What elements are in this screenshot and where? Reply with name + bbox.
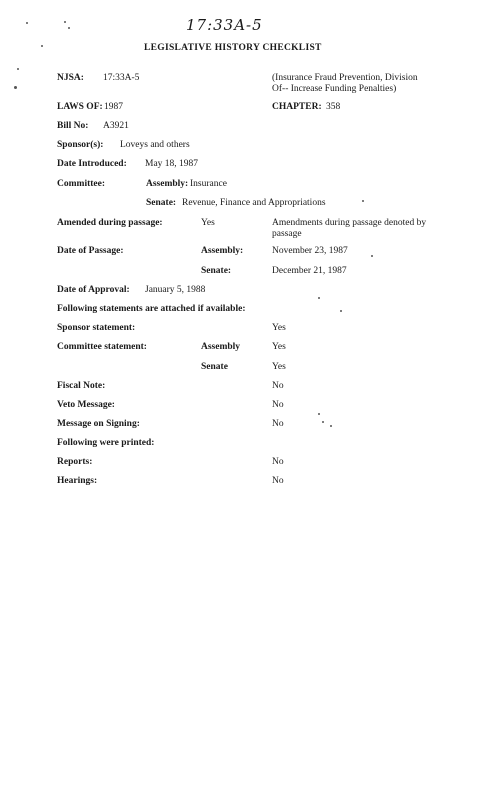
- veto-message-value: No: [272, 400, 284, 410]
- sponsor-statement-value: Yes: [272, 323, 286, 333]
- attached-heading: Following statements are attached if available:: [57, 304, 246, 314]
- message-on-signing-value: No: [272, 419, 284, 429]
- njsa-label: NJSA:: [57, 73, 84, 83]
- committee-statement-label: Committee statement:: [57, 342, 147, 352]
- bill-no-label: Bill No:: [57, 121, 89, 131]
- chapter-label: CHAPTER:: [272, 102, 322, 112]
- reports-value: No: [272, 457, 284, 467]
- date-introduced-label: Date Introduced:: [57, 159, 127, 169]
- njsa-value: 17:33A-5: [103, 73, 140, 83]
- fiscal-note-label: Fiscal Note:: [57, 381, 106, 391]
- bill-no-value: A3921: [103, 121, 129, 131]
- passage-senate-value: December 21, 1987: [272, 266, 347, 276]
- date-of-approval-label: Date of Approval:: [57, 285, 130, 295]
- date-of-passage-label: Date of Passage:: [57, 246, 124, 256]
- chapter-value: 358: [326, 102, 341, 112]
- committee-assembly-value: Insurance: [190, 179, 227, 189]
- passage-assembly-value: November 23, 1987: [272, 246, 348, 256]
- committee-statement-assembly-value: Yes: [272, 342, 286, 352]
- committee-statement-senate-value: Yes: [272, 362, 286, 372]
- hearings-value: No: [272, 476, 284, 486]
- njsa-description: (Insurance Fraud Prevention, Division Of-- Increase Funding Penalties): [272, 73, 418, 94]
- date-of-approval-value: January 5, 1988: [145, 285, 206, 295]
- passage-senate-label: Senate:: [201, 266, 232, 276]
- laws-of-value: 1987: [104, 102, 123, 112]
- committee-statement-assembly-label: Assembly: [201, 342, 241, 352]
- veto-message-label: Veto Message:: [57, 400, 115, 410]
- date-introduced-value: May 18, 1987: [145, 159, 199, 169]
- amended-note: Amendments during passage denoted by passage: [272, 218, 427, 239]
- printed-heading: Following were printed:: [57, 438, 155, 448]
- message-on-signing-label: Message on Signing:: [57, 419, 140, 429]
- sponsors-label: Sponsor(s):: [57, 140, 104, 150]
- fiscal-note-value: No: [272, 381, 284, 391]
- amended-value: Yes: [201, 218, 215, 228]
- sponsor-statement-label: Sponsor statement:: [57, 323, 136, 333]
- committee-assembly-label: Assembly:: [146, 179, 189, 189]
- hearings-label: Hearings:: [57, 476, 98, 486]
- committee-label: Committee:: [57, 179, 106, 189]
- committee-senate-value: Revenue, Finance and Appropriations: [182, 198, 326, 208]
- passage-assembly-label: Assembly:: [201, 246, 244, 256]
- document-title: LEGISLATIVE HISTORY CHECKLIST: [144, 43, 322, 53]
- laws-of-label: LAWS OF:: [57, 102, 103, 112]
- handwritten-number: 17:33A-5: [186, 16, 263, 34]
- amended-label: Amended during passage:: [57, 218, 163, 228]
- committee-senate-label: Senate:: [146, 198, 177, 208]
- sponsors-value: Loveys and others: [120, 140, 190, 150]
- reports-label: Reports:: [57, 457, 93, 467]
- committee-statement-senate-label: Senate: [201, 362, 228, 372]
